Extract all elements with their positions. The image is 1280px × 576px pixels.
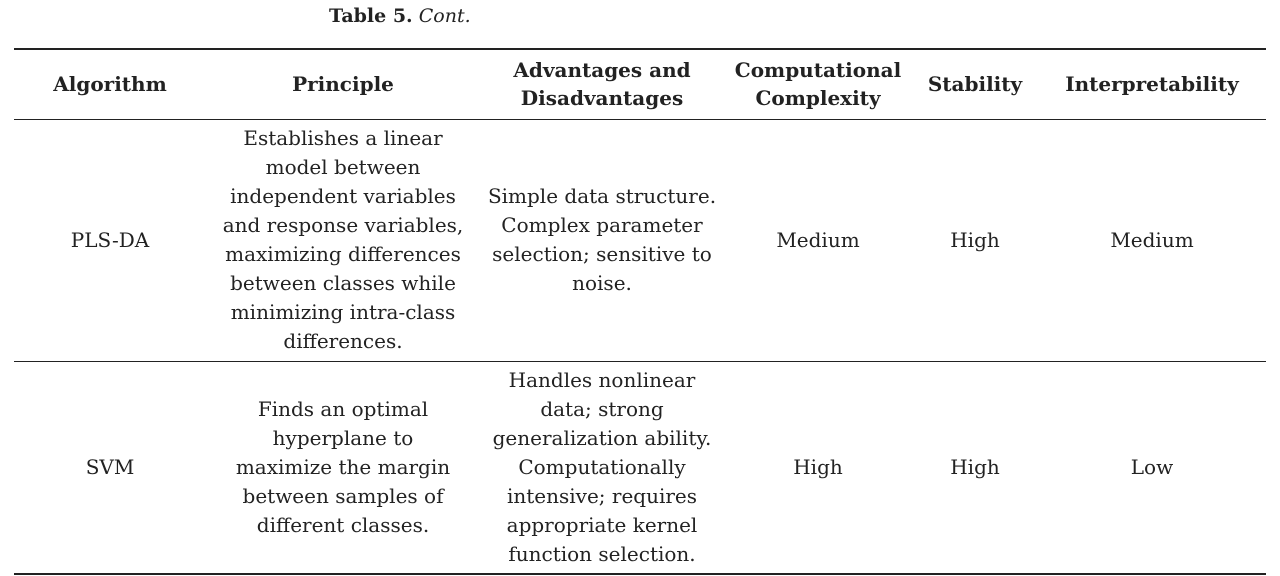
cell-interpretability: Low	[1038, 361, 1266, 574]
header-interpretability: Interpretability	[1038, 49, 1266, 119]
data-table	[14, 48, 1266, 575]
header-principle: Principle	[206, 49, 480, 119]
table-row	[14, 361, 1266, 574]
cell-computational-complexity: Medium	[724, 119, 912, 361]
cell-computational-complexity: High	[724, 361, 912, 574]
cell-principle-text: Finds an optimal hyperplane to maximize the margin between samples of different classes.	[235, 396, 451, 537]
cell-advantages-disadvantages-text: Handles nonlinear data; strong generalization ability. Computationally intensive; requires appropriate kernel function selection.	[492, 367, 712, 566]
table-caption-continuation: Cont.	[418, 5, 471, 27]
header-advantages-disadvantages-text: Advantages and Disadvantages	[513, 58, 691, 111]
header-algorithm: Algorithm	[14, 49, 206, 119]
header-computational-complexity	[724, 49, 912, 119]
table-caption	[329, 4, 471, 28]
cell-advantages-disadvantages	[480, 361, 724, 574]
cell-principle-text: Establishes a linear model between independent variables and response variables, maximizing differences between classes while minimizing intra-class differences.	[222, 126, 464, 353]
cell-stability: High	[912, 361, 1038, 574]
cell-principle	[206, 119, 480, 361]
cell-algorithm: PLS-DA	[14, 119, 206, 361]
cell-algorithm: SVM	[14, 361, 206, 574]
header-computational-complexity-text: Computational Complexity	[734, 58, 902, 111]
table-caption-label: Table 5.	[329, 5, 413, 27]
cell-interpretability: Medium	[1038, 119, 1266, 361]
cell-stability: High	[912, 119, 1038, 361]
table-header-row	[14, 49, 1266, 119]
cell-principle	[206, 361, 480, 574]
cell-advantages-disadvantages	[480, 119, 724, 361]
table-row	[14, 119, 1266, 361]
cell-advantages-disadvantages-text: Simple data structure. Complex parameter selection; sensitive to noise.	[487, 184, 717, 295]
header-stability: Stability	[912, 49, 1038, 119]
header-advantages-disadvantages	[480, 49, 724, 119]
